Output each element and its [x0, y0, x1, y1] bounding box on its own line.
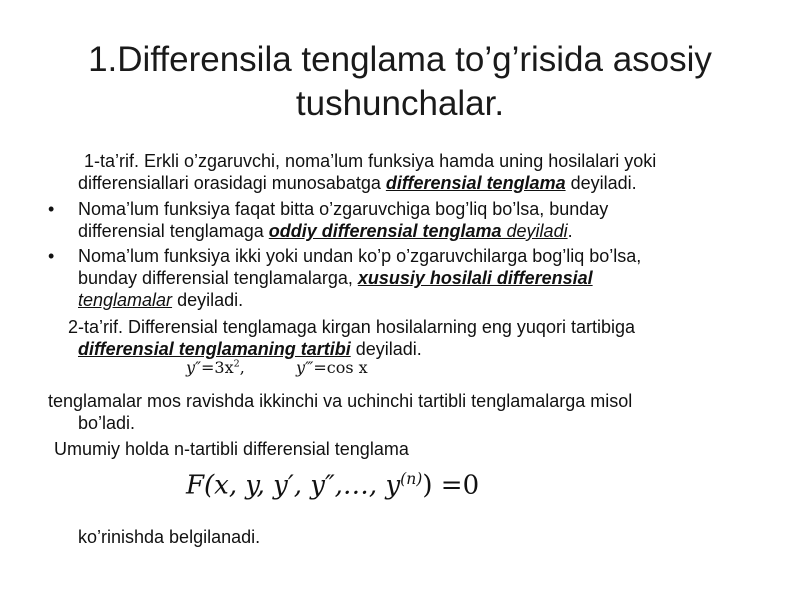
- bullet-2-line-1: Noma’lum funksiya ikki yoki undan ko’p o’zgaruvchilarga bog’liq bo’lsa,: [78, 246, 642, 266]
- definition-2-line-1: 2-ta’rif. Differensial tenglamaga kirgan hosilalarning eng yuqori tartibiga: [68, 317, 635, 337]
- term-differensial-tenglama: differensial tenglama: [385, 173, 566, 193]
- general-ode-formula: [186, 470, 479, 501]
- paragraph-korinishda: ko’rinishda belgilanadi.: [78, 527, 261, 547]
- definition-1-text: differensiallari orasidagi munosabatga: [78, 173, 386, 193]
- term-oddiy-differensial-tenglama: oddiy differensial tenglama: [268, 221, 502, 241]
- formula-tail: ) =0: [422, 470, 480, 501]
- definition-2-line-2: [78, 338, 422, 360]
- definition-2-tail: deyiladi.: [350, 339, 422, 359]
- title-line-2: tushunchalar.: [295, 84, 505, 123]
- bullet-2-line-2: [78, 267, 593, 289]
- formula-body: F(x, y, y′, y″,…, y: [186, 470, 401, 501]
- formula-order-exponent: (n): [400, 470, 423, 488]
- example-equation-1: [186, 358, 245, 377]
- eq1-exponent: 2: [233, 358, 240, 370]
- bullet-1-text: differensial tenglamaga: [78, 221, 269, 241]
- paragraph-misol-line-1: tenglamalar mos ravishda ikkinchi va uchinchi tartibli tenglamalarga misol: [48, 391, 633, 411]
- eq2-rhs: =cos x: [313, 358, 368, 377]
- eq-separator: ,: [239, 358, 245, 377]
- title-line-1: 1.Differensila tenglama to’g’risida asosiy: [88, 40, 712, 79]
- bullet-2-tail: deyiladi.: [172, 290, 244, 310]
- definition-1-line-1: 1-ta’rif. Erkli o’zgaruvchi, noma’lum funksiya hamda uning hosilalari yoki: [84, 151, 657, 171]
- paragraph-misol-line-2: bo’ladi.: [78, 413, 136, 433]
- eq2-lhs: y‴: [296, 358, 314, 377]
- slide-title: [40, 38, 760, 126]
- eq1-rhs: =3x: [201, 358, 234, 377]
- eq1-lhs: y″: [186, 358, 202, 377]
- term-tenglama-tartibi: differensial tenglamaning tartibi: [78, 339, 351, 359]
- bullet-1-period: .: [567, 221, 573, 241]
- bullet-1-line-2: [78, 220, 573, 242]
- example-equation-2: [296, 358, 368, 377]
- bullet-dot-1: •: [48, 199, 55, 219]
- paragraph-umumiy: Umumiy holda n-tartibli differensial tenglama: [54, 439, 409, 459]
- bullet-2-line-3: [78, 289, 243, 311]
- term-deyiladi-underlined: deyiladi: [501, 221, 568, 241]
- definition-1-line-2: [78, 172, 637, 194]
- definition-1-tail: deyiladi.: [565, 173, 637, 193]
- term-tenglamalar: tenglamalar: [78, 290, 173, 310]
- bullet-dot-2: •: [48, 246, 55, 266]
- bullet-2-text: bunday differensial tenglamalarga,: [78, 268, 358, 288]
- bullet-1-line-1: Noma’lum funksiya faqat bitta o’zgaruvchiga bog’liq bo’lsa, bunday: [78, 199, 609, 219]
- term-xususiy-hosilali: xususiy hosilali differensial: [357, 268, 593, 288]
